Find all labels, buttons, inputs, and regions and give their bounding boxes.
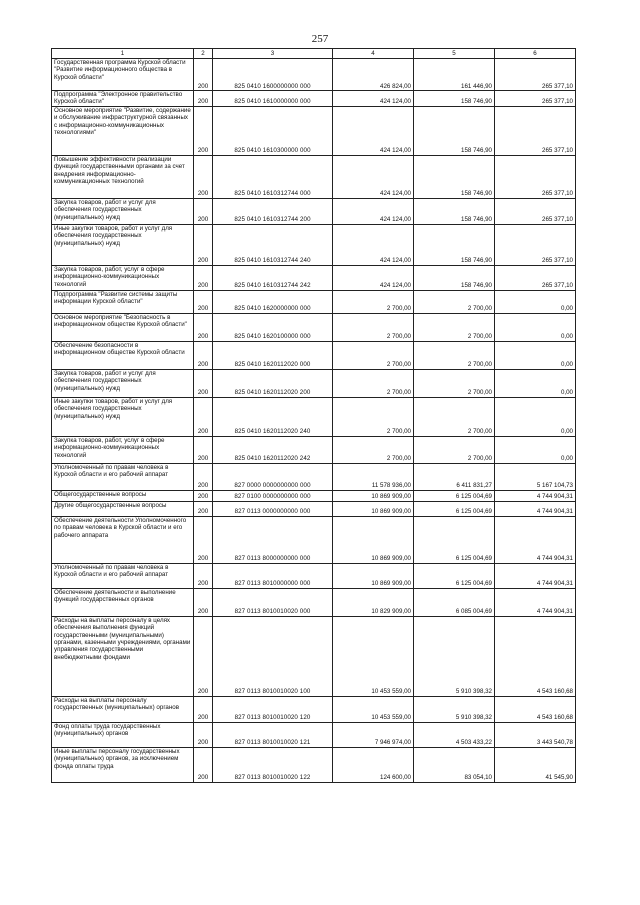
table-row [52,397,576,436]
row-code: 827 0100 0000000000 000 [213,490,333,501]
row-amount-5: 6 125 004,69 [414,516,495,563]
row-amount-6: 4 744 904,31 [495,490,576,501]
row-name: Общегосударственные вопросы [52,490,194,501]
row-amount-4: 424 124,00 [333,155,414,198]
row-amount-5: 158 746,90 [414,106,495,155]
row-amount-6: 0,00 [495,436,576,463]
row-code: 827 0113 8010010020 122 [213,747,333,782]
row-amount-4: 426 824,00 [333,59,414,91]
row-vr: 200 [194,616,213,696]
row-amount-5: 2 700,00 [414,397,495,436]
row-amount-6: 0,00 [495,290,576,313]
row-amount-5: 6 411 831,27 [414,463,495,490]
row-name: Иные выплаты персоналу государственных (муниципальных) органов, за исключением фонда оплаты труда [52,747,194,782]
row-code: 825 0410 1610000000 000 [213,91,333,107]
row-amount-4: 424 124,00 [333,224,414,265]
row-amount-5: 2 700,00 [414,313,495,341]
column-header: 5 [414,49,495,59]
table-row [52,463,576,490]
row-amount-4: 10 869 909,00 [333,490,414,501]
row-amount-5: 158 746,90 [414,265,495,290]
row-code: 827 0113 8000000000 000 [213,516,333,563]
row-name: Иные закупки товаров, работ и услуг для обеспечения государственных (муниципальных) нужд [52,224,194,265]
table-row [52,747,576,782]
row-amount-6: 4 744 904,31 [495,516,576,563]
table-row [52,290,576,313]
row-name: Закупка товаров, работ и услуг для обеспечения государственных (муниципальных) нужд [52,369,194,397]
row-code: 827 0000 0000000000 000 [213,463,333,490]
row-code: 825 0410 1600000000 000 [213,59,333,91]
row-amount-6: 4 543 160,68 [495,616,576,696]
row-name: Повышение эффективности реализации функций государственными органами за счет внедрения информационно-коммуникационных технологий [52,155,194,198]
row-amount-4: 10 829 909,00 [333,588,414,616]
row-amount-4: 424 124,00 [333,198,414,224]
row-amount-6: 0,00 [495,397,576,436]
row-amount-5: 158 746,90 [414,198,495,224]
row-vr: 200 [194,696,213,722]
row-vr: 200 [194,224,213,265]
row-amount-5: 6 125 004,69 [414,501,495,516]
row-amount-4: 124 600,00 [333,747,414,782]
column-header: 6 [495,49,576,59]
table-row [52,106,576,155]
row-amount-6: 0,00 [495,369,576,397]
row-amount-5: 6 125 004,69 [414,490,495,501]
table-row [52,198,576,224]
row-code: 827 0113 8010010020 121 [213,722,333,747]
row-vr: 200 [194,501,213,516]
row-amount-4: 2 700,00 [333,436,414,463]
row-amount-5: 6 125 004,69 [414,563,495,588]
row-vr: 200 [194,59,213,91]
row-amount-5: 158 746,90 [414,224,495,265]
row-code: 825 0410 1620112020 242 [213,436,333,463]
row-amount-5: 5 910 398,32 [414,616,495,696]
row-amount-6: 265 377,10 [495,265,576,290]
row-code: 825 0410 1620000000 000 [213,290,333,313]
row-amount-5: 2 700,00 [414,341,495,369]
row-amount-4: 7 946 974,00 [333,722,414,747]
row-name: Закупка товаров, работ, услуг в сфере информационно-коммуникационных технологий [52,436,194,463]
row-vr: 200 [194,463,213,490]
row-name: Расходы на выплаты персоналу государственных (муниципальных) органов [52,696,194,722]
row-vr: 200 [194,369,213,397]
row-code: 825 0410 1620112020 200 [213,369,333,397]
row-amount-6: 5 167 104,73 [495,463,576,490]
row-amount-6: 265 377,10 [495,106,576,155]
table-row [52,563,576,588]
row-amount-4: 2 700,00 [333,341,414,369]
row-amount-6: 4 744 904,31 [495,501,576,516]
row-code: 825 0410 1610312744 240 [213,224,333,265]
row-name: Уполномоченный по правам человека в Курской области и его рабочий аппарат [52,463,194,490]
row-vr: 200 [194,563,213,588]
row-vr: 200 [194,341,213,369]
column-header: 1 [52,49,194,59]
row-amount-4: 2 700,00 [333,369,414,397]
row-vr: 200 [194,198,213,224]
row-amount-4: 2 700,00 [333,290,414,313]
row-vr: 200 [194,516,213,563]
row-amount-4: 424 124,00 [333,106,414,155]
column-header: 3 [213,49,333,59]
budget-table [51,48,576,783]
row-code: 825 0410 1610300000 000 [213,106,333,155]
row-amount-5: 158 746,90 [414,91,495,107]
table-row [52,91,576,107]
row-amount-4: 2 700,00 [333,313,414,341]
row-amount-6: 0,00 [495,313,576,341]
page-number: 257 [311,33,329,45]
row-vr: 200 [194,155,213,198]
row-vr: 200 [194,91,213,107]
row-amount-6: 265 377,10 [495,224,576,265]
row-name: Обеспечение деятельности Уполномоченного по правам человека в Курской области и его рабочего аппарата [52,516,194,563]
row-amount-5: 6 085 004,69 [414,588,495,616]
row-vr: 200 [194,490,213,501]
table-row [52,224,576,265]
row-vr: 200 [194,265,213,290]
row-amount-5: 2 700,00 [414,290,495,313]
row-code: 827 0113 8010010020 100 [213,616,333,696]
table-row [52,313,576,341]
table-row [52,616,576,696]
row-vr: 200 [194,290,213,313]
row-code: 825 0410 1610312744 200 [213,198,333,224]
row-code: 827 0113 0000000000 000 [213,501,333,516]
row-name: Закупка товаров, работ, услуг в сфере информационно-коммуникационных технологий [52,265,194,290]
table-row [52,436,576,463]
row-code: 827 0113 8010000000 000 [213,563,333,588]
row-name: Подпрограмма "Развитие системы защиты информации Курской области" [52,290,194,313]
row-amount-4: 10 869 909,00 [333,563,414,588]
row-code: 827 0113 8010010020 000 [213,588,333,616]
row-amount-4: 2 700,00 [333,397,414,436]
row-vr: 200 [194,747,213,782]
row-amount-6: 41 545,90 [495,747,576,782]
table-row [52,516,576,563]
row-code: 827 0113 8010010020 120 [213,696,333,722]
row-name: Основное мероприятие "Развитие, содержание и обслуживание инфраструктурной связанных с информационно-коммуникационных технологиями" [52,106,194,155]
row-name: Обеспечение безопасности в информационном обществе Курской области [52,341,194,369]
column-header: 2 [194,49,213,59]
row-name: Основное мероприятие "Безопасность в информационном обществе Курской области" [52,313,194,341]
row-code: 825 0410 1610312744 000 [213,155,333,198]
row-amount-6: 0,00 [495,341,576,369]
row-amount-5: 83 054,10 [414,747,495,782]
row-amount-4: 424 124,00 [333,265,414,290]
row-amount-6: 4 744 904,31 [495,588,576,616]
table-row [52,59,576,91]
row-vr: 200 [194,588,213,616]
table-row [52,588,576,616]
row-amount-5: 158 746,90 [414,155,495,198]
row-vr: 200 [194,722,213,747]
row-amount-6: 265 377,10 [495,59,576,91]
row-name: Уполномоченный по правам человека в Курской области и его рабочий аппарат [52,563,194,588]
row-amount-4: 424 124,00 [333,91,414,107]
row-code: 825 0410 1620100000 000 [213,313,333,341]
row-code: 825 0410 1620112020 000 [213,341,333,369]
table-row [52,490,576,501]
row-vr: 200 [194,436,213,463]
table-row [52,696,576,722]
row-amount-5: 5 910 398,32 [414,696,495,722]
column-header: 4 [333,49,414,59]
table-row [52,341,576,369]
row-code: 825 0410 1620112020 240 [213,397,333,436]
row-amount-6: 265 377,10 [495,198,576,224]
row-code: 825 0410 1610312744 242 [213,265,333,290]
row-amount-5: 4 503 433,22 [414,722,495,747]
row-amount-4: 10 869 909,00 [333,516,414,563]
table-row [52,155,576,198]
row-name: Подпрограмма "Электронное правительство Курской области" [52,91,194,107]
row-name: Государственная программа Курской области "Развитие информационного общества в Курской области" [52,59,194,91]
row-amount-4: 10 453 559,00 [333,696,414,722]
row-vr: 200 [194,313,213,341]
row-amount-5: 2 700,00 [414,369,495,397]
row-vr: 200 [194,106,213,155]
table-row [52,369,576,397]
row-amount-6: 265 377,10 [495,91,576,107]
row-amount-6: 3 443 540,78 [495,722,576,747]
row-amount-6: 4 744 904,31 [495,563,576,588]
table-row [52,265,576,290]
row-amount-4: 10 869 909,00 [333,501,414,516]
row-amount-5: 2 700,00 [414,436,495,463]
row-name: Другие общегосударственные вопросы [52,501,194,516]
table-row [52,501,576,516]
row-amount-5: 161 446,90 [414,59,495,91]
row-name: Расходы на выплаты персоналу в целях обеспечения выполнения функций государственными (муниципальными) органами, казенными учреждениями, органами управления государственными внебюджетными фондами [52,616,194,696]
row-amount-4: 10 453 559,00 [333,616,414,696]
row-amount-6: 265 377,10 [495,155,576,198]
row-amount-6: 4 543 160,68 [495,696,576,722]
row-amount-4: 11 578 936,00 [333,463,414,490]
header-row [52,49,576,59]
row-name: Иные закупки товаров, работ и услуг для обеспечения государственных (муниципальных) нужд [52,397,194,436]
row-vr: 200 [194,397,213,436]
row-name: Фонд оплаты труда государственных (муниципальных) органов [52,722,194,747]
table-row [52,722,576,747]
row-name: Закупка товаров, работ и услуг для обеспечения государственных (муниципальных) нужд [52,198,194,224]
row-name: Обеспечение деятельности и выполнение функций государственных органов [52,588,194,616]
